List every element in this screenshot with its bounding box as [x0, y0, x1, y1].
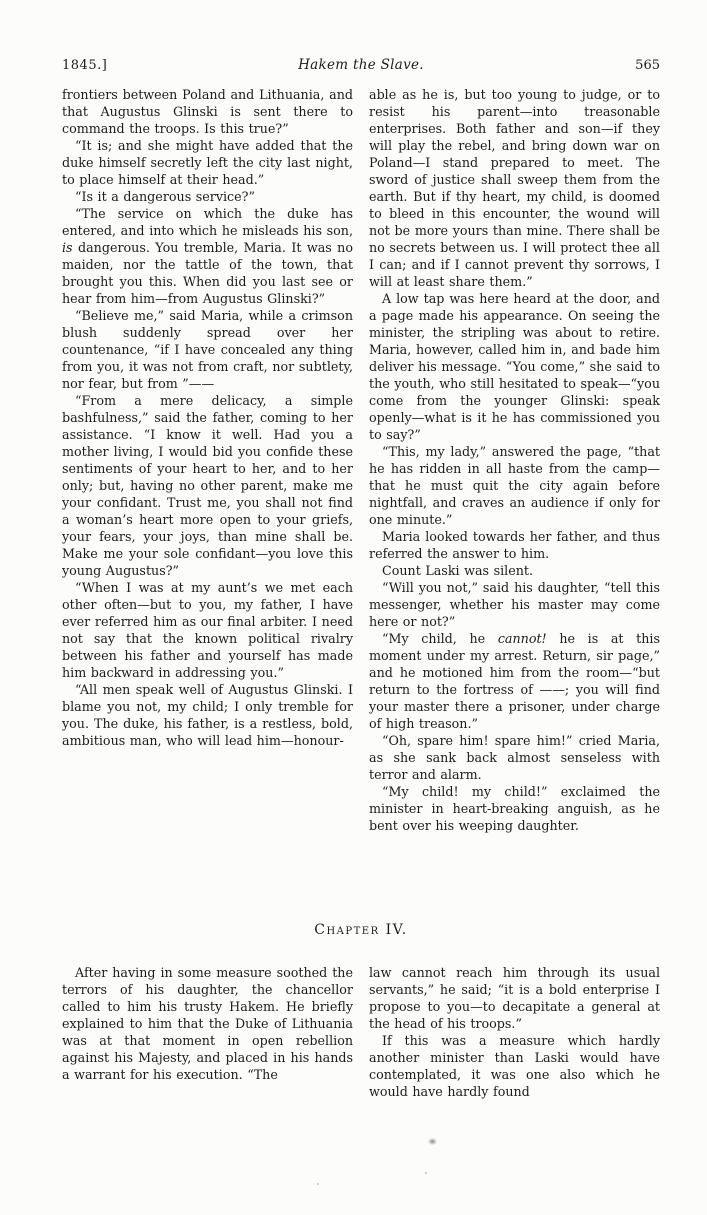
- paragraph: [62, 188, 353, 205]
- text-run: If this was a measure which hardly another minister than Laski would have contemplated, it was one also which he would have hardly found: [369, 1033, 660, 1099]
- text-run: “My child! my child!” exclaimed the minister in heart-breaking anguish, as he bent over his weeping daughter.: [369, 784, 660, 833]
- paragraph: [62, 681, 353, 749]
- paragraph: [62, 964, 353, 1083]
- column-right-top: [369, 86, 660, 910]
- page-number: 565: [635, 58, 660, 73]
- paragraph: [369, 290, 660, 443]
- text-run: he is at this moment under my arrest. Return, sir page,” and he motioned him from the room—“but return to the fortress of ——; you will find your master there a prisoner, under charge of high treason.”: [369, 631, 660, 731]
- scan-speck-artifact: [317, 1183, 319, 1185]
- text-run: able as he is, but too young to judge, or to resist his parent—into treasonable enterprises. Both father and son—if they will play the rebel, and bring down war on Poland—I stand prepared to meet. The sword of justice shall sweep them from the earth. But if thy heart, my child, is doomed to bleed in this encounter, the wound will not be more yours than mine. There shall be no secrets between us. I will protect thee all I can; and if I cannot prevent thy sorrows, I will at least share them.”: [369, 87, 660, 289]
- text-section-bottom: [62, 964, 660, 1100]
- text-run: Count Laski was silent.: [382, 563, 534, 578]
- text-run: “All men speak well of Augustus Glinski. I blame you not, my child; I only tremble for you. The duke, his father, is a restless, bold, ambitious man, who will lead him—honour-: [62, 682, 353, 748]
- text-run: “Is it a dangerous service?”: [75, 189, 255, 204]
- paragraph: [62, 137, 353, 188]
- running-title: Hakem the Slave.: [298, 57, 424, 73]
- paragraph: [369, 562, 660, 579]
- page-content: [62, 57, 660, 1100]
- paragraph: [369, 783, 660, 834]
- ink-smudge-artifact: [428, 1138, 437, 1145]
- emphasized-text: cannot!: [497, 631, 547, 646]
- column-left-bottom: [62, 964, 353, 1100]
- text-run: frontiers between Poland and Lithuania, and that Augustus Glinski is sent there to command the troops. Is this true?”: [62, 87, 353, 136]
- text-run: “It is; and she might have added that the duke himself secretly left the city last night, to place himself at their head.”: [62, 138, 353, 187]
- emphasized-text: is: [62, 240, 73, 255]
- text-run: “The service on which the duke has entered, and into which he misleads his son,: [62, 206, 353, 238]
- paragraph: [369, 443, 660, 528]
- text-run: Maria looked towards her father, and thus referred the answer to him.: [369, 529, 660, 561]
- paragraph: [62, 579, 353, 681]
- text-run: “This, my lady,” answered the page, “that he has ridden in all haste from the camp—that he must quit the city again before nightfall, and craves an audience if only for one minute.”: [369, 444, 660, 527]
- paragraph: [62, 205, 353, 307]
- page-header: [62, 57, 660, 73]
- text-run: “From a mere delicacy, a simple bashfulness,” said the father, coming to her assistance. “I know it well. Had you a mother living, I would bid you confide these sentiments of your heart to her, and to her only; but, having no other parent, make me your confidant. Trust me, you shall not find a woman’s heart more open to your griefs, your fears, your joys, than mine shall be. Make me your sole confidant—you love this young Augustus?”: [62, 393, 353, 578]
- paragraph: [369, 86, 660, 290]
- column-left-top: [62, 86, 353, 910]
- text-run: “Oh, spare him! spare him!” cried Maria, as she sank back almost senseless with terror and alarm.: [369, 733, 660, 782]
- paragraph: [62, 392, 353, 579]
- chapter-heading: Chapter IV.: [314, 922, 408, 938]
- paragraph: [369, 528, 660, 562]
- text-run: dangerous. You tremble, Maria. It was no maiden, nor the tattle of the town, that brought you this. When did you last see or hear from him—from Augustus Glinski?”: [62, 240, 353, 306]
- column-right-bottom: [369, 964, 660, 1100]
- paragraph: [369, 579, 660, 630]
- paragraph: [369, 1032, 660, 1100]
- paragraph: [62, 307, 353, 392]
- text-run: “Will you not,” said his daughter, “tell this messenger, whether his master may come here or not?”: [369, 580, 660, 629]
- paragraph: [369, 732, 660, 783]
- text-run: law cannot reach him through its usual servants,” he said; “it is a bold enterprise I propose to you—to decapitate a general at the head of his troops.”: [369, 965, 660, 1031]
- text-run: “Believe me,” said Maria, while a crimson blush suddenly spread over her countenance, “if I have concealed any thing from you, it was not from craft, nor subtlety, nor fear, but from ”——: [62, 308, 353, 391]
- page-year: 1845.]: [62, 58, 108, 73]
- text-section-top: [62, 86, 660, 910]
- paragraph: [369, 964, 660, 1032]
- text-run: A low tap was here heard at the door, and a page made his appearance. On seeing the minister, the stripling was about to retire. Maria, however, called him in, and bade him deliver his message. “You come,” she said to the youth, who still hesitated to speak—“you come from the younger Glinski: speak openly—what is it he has commissioned you to say?”: [369, 291, 660, 442]
- scan-speck-artifact: [425, 1172, 427, 1174]
- text-run: “When I was at my aunt’s we met each other often—but to you, my father, I have ever referred him as our final arbiter. I need not say that the known political rivalry between his father and yourself has made him backward in addressing you.”: [62, 580, 353, 680]
- text-run: After having in some measure soothed the terrors of his daughter, the chancellor called to him his trusty Hakem. He briefly explained to him that the Duke of Lithuania was at that moment in open rebellion against his Majesty, and placed in his hands a warrant for his execution. “The: [62, 965, 353, 1082]
- paragraph: [62, 86, 353, 137]
- paragraph: [369, 630, 660, 732]
- text-run: “My child, he: [382, 631, 498, 646]
